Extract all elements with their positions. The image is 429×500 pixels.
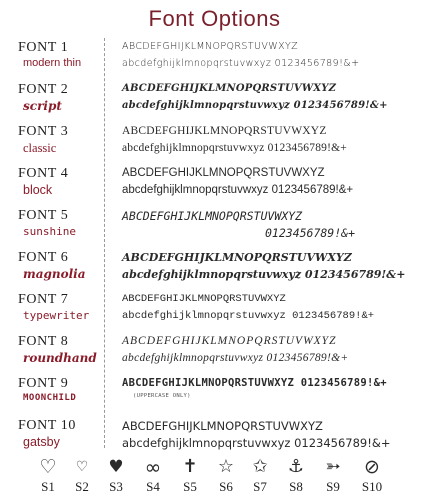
font-sample-lowercase: abcdefghijklmnopqrstuvwxyz 0123456789!&+ <box>122 184 354 196</box>
symbol-s10 <box>354 455 390 495</box>
symbol-s3 <box>98 455 134 495</box>
font-sample-uppercase: ABCDEFGHIJKLMNOPQRSTUVWXYZ <box>122 419 323 433</box>
symbol-label: S7 <box>253 479 267 494</box>
font-name: FONT 2 <box>18 82 69 97</box>
font-sample-uppercase: ABCDEFGHIJKLMNOPQRSTUVWXYZ <box>122 167 325 179</box>
font-style-name: modern thin <box>23 57 82 69</box>
font-sample-uppercase: ABCDEFGHIJKLMNOPQRSTUVWXYZ <box>122 251 352 264</box>
font-name: FONT 7 <box>18 292 69 307</box>
font-sample-lowercase: abcdefghijklmnopqrstuvwxyz 0123456789!&+ <box>122 142 347 154</box>
symbol-s8 <box>278 455 314 495</box>
cross-icon: ✝ <box>182 456 198 477</box>
font-name: FONT 10 <box>18 418 77 433</box>
compass-icon: ⊘ <box>364 456 380 478</box>
page-title: Font Options <box>148 6 281 31</box>
font-style-name: script <box>23 99 62 113</box>
font-style-name: magnolia <box>23 267 86 281</box>
star-outline-bold-icon: ✩ <box>252 456 268 477</box>
font-sample-lowercase: abcdefghijklmnopqrstuvwxyz 0123456789!&+ <box>122 58 360 69</box>
font-style-name: roundhand <box>23 351 97 365</box>
font-sample-uppercase: ABCDEFGHIJKLMNOPQRSTUVWXYZ <box>122 335 337 347</box>
symbol-s5 <box>172 455 208 495</box>
symbol-s4 <box>135 455 171 495</box>
symbol-label: S9 <box>326 479 340 494</box>
font-sample-lowercase: abcdefghijklmnopqrstuvwxyz 0123456789!&+ <box>122 310 375 322</box>
font-sample-lowercase: abcdefghijklmnopqrstuvwxyz 0123456789!&+ <box>122 436 391 450</box>
arrow-icon: ➳ <box>325 456 341 477</box>
font-row-9 <box>0 376 429 416</box>
font-row-10 <box>0 418 429 458</box>
symbol-s7 <box>242 455 278 495</box>
infinity-icon: ∞ <box>144 455 162 479</box>
font-name: FONT 1 <box>18 40 69 55</box>
font-style-name: sunshine <box>23 225 76 238</box>
font-sample-numbers: 0123456789!&+ <box>265 226 356 240</box>
font-sample-lowercase: abcdefghijklmnopqrstuvwxyz 0123456789!&+ <box>122 268 406 281</box>
font-row-7 <box>0 292 429 332</box>
symbol-s2 <box>64 455 100 495</box>
symbol-label: S6 <box>219 479 233 494</box>
font-style-name: block <box>23 183 53 197</box>
symbol-s1 <box>30 455 66 495</box>
font-sample-lowercase: abcdefghijklmnopqrstuvwxyz 0123456789!&+ <box>122 100 388 111</box>
heart-outline-small-icon: ♡ <box>75 459 89 475</box>
font-row-6 <box>0 250 429 290</box>
font-style-name: classic <box>23 141 57 155</box>
font-row-4 <box>0 166 429 206</box>
font-name: FONT 8 <box>18 334 69 349</box>
font-style-name: typewriter <box>23 309 90 322</box>
font-style-name: MOONCHILD <box>23 393 77 403</box>
font-sample-uppercase: ABCDEFGHIJKLMNOPQRSTUVWXYZ 0123456789!&+ <box>122 377 387 389</box>
symbol-label: S8 <box>289 479 303 494</box>
symbol-s6 <box>208 455 244 495</box>
star-outline-icon: ☆ <box>217 456 235 477</box>
symbol-label: S5 <box>183 479 197 494</box>
symbol-label: S1 <box>41 479 55 494</box>
font-name: FONT 5 <box>18 208 69 223</box>
font-row-5 <box>0 208 429 248</box>
font-sample-uppercase: ABCDEFGHIJKLMNOPQRSTUVWXYZ <box>122 83 337 94</box>
symbol-label: S4 <box>146 479 160 494</box>
font-name: FONT 3 <box>18 124 69 139</box>
symbol-label: S3 <box>109 479 123 494</box>
heart-filled-icon: ♥ <box>108 457 124 477</box>
symbol-s9 <box>315 455 351 495</box>
font-row-3 <box>0 124 429 164</box>
font-sample-uppercase: ABCDEFGHIJKLMNOPQRSTUVWXYZ <box>122 41 299 52</box>
font-row-8 <box>0 334 429 374</box>
symbol-label: S10 <box>361 479 383 494</box>
symbol-label: S2 <box>75 479 89 494</box>
font-sample-lowercase: abcdefghijklmnopqrstuvwxyz 0123456789!&+ <box>122 352 349 364</box>
font-sample-note: (UPPERCASE ONLY) <box>133 393 191 399</box>
font-name: FONT 6 <box>18 250 69 265</box>
font-row-2 <box>0 82 429 122</box>
anchor-icon: ⚓ <box>287 456 305 477</box>
font-style-name: gatsby <box>23 435 60 449</box>
font-sample-uppercase: ABCDEFGHIJKLMNOPQRSTUVWXYZ <box>122 293 286 305</box>
font-sample-uppercase: ABCDEFGHIJKLMNOPQRSTUVWXYZ <box>122 125 327 137</box>
font-sample-uppercase: ABCDEFGHIJKLMNOPQRSTUVWXYZ <box>122 209 303 223</box>
font-name: FONT 9 <box>18 376 69 391</box>
font-row-1 <box>0 40 429 80</box>
heart-outline-icon: ♡ <box>39 456 57 478</box>
symbol-options <box>30 455 420 500</box>
font-name: FONT 4 <box>18 166 69 181</box>
